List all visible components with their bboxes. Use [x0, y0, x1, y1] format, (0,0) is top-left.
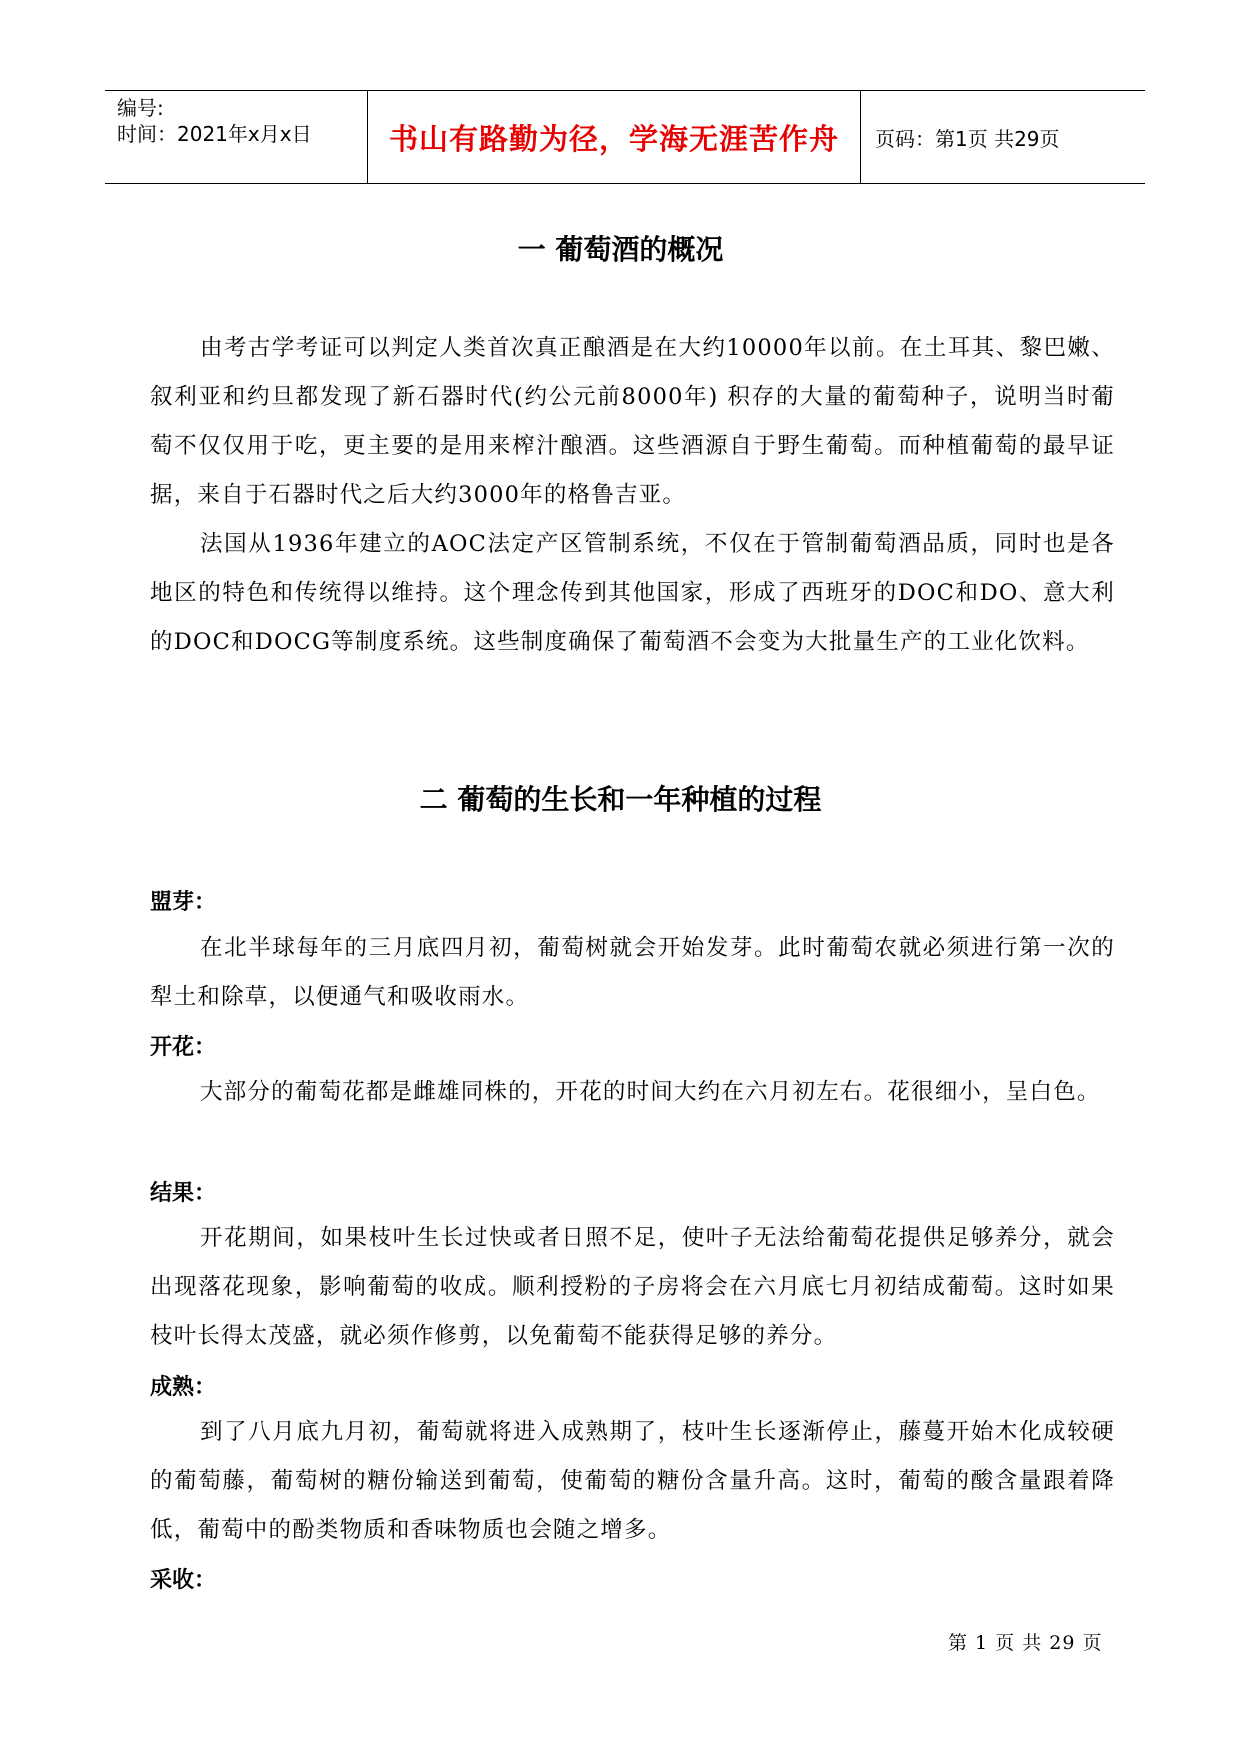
stage-heading-flowering: 开花：	[150, 1035, 217, 1060]
section-1-title: 一 葡萄酒的概况	[517, 233, 724, 266]
stage-text-budding: 在北半球每年的三月底四月初，葡萄树就会开始发芽。此时葡萄农就必须进行第一次的犁土和除草，以便通气和吸收雨水。	[150, 935, 1115, 1010]
header-page-label: 页码：第1页 共29页	[875, 126, 1060, 151]
page-footer: 第 1 页 共 29 页	[948, 1632, 1103, 1654]
stage-heading-budding: 盟芽：	[150, 890, 217, 915]
document-time-label: 时间：2021年x月x日	[117, 122, 312, 146]
stage-text-fruiting: 开花期间，如果枝叶生长过快或者日照不足，使叶子无法给葡萄花提供足够养分，就会出现落花现象，影响葡萄的收成。顺利授粉的子房将会在六月底七月初结成葡萄。这时如果枝叶长得太茂盛，就必须作修剪，以免葡萄不能获得足够的养分。	[150, 1225, 1115, 1349]
stage-text-flowering: 大部分的葡萄花都是雌雄同株的，开花的时间大约在六月初左右。花很细小，呈白色。	[200, 1079, 1101, 1105]
stage-heading-ripening: 成熟：	[150, 1375, 217, 1400]
section-1-paragraph-1: 由考古学考证可以判定人类首次真正酿酒是在大约10000年以前。在土耳其、黎巴嫩、叙利亚和约旦都发现了新石器时代(约公元前8000年) 积存的大量的葡萄种子，说明当时葡萄不仅仅用于吃，更主要的是用来榨汁酿酒。这些酒源自于野生葡萄。而种植葡萄的最早证据，来自于石器时代之后大约3000年的格鲁吉亚。	[150, 335, 1115, 508]
page-header	[105, 90, 1145, 184]
document-number-label: 编号:	[117, 96, 164, 120]
section-2-title: 二 葡萄的生长和一年种植的过程	[419, 783, 822, 816]
section-1-paragraph-2: 法国从1936年建立的AOC法定产区管制系统，不仅在于管制葡萄酒品质，同时也是各地区的特色和传统得以维持。这个理念传到其他国家，形成了西班牙的DOC和DO、意大利的DOC和DOCG等制度系统。这些制度确保了葡萄酒不会变为大批量生产的工业化饮料。	[150, 531, 1115, 655]
header-info	[105, 91, 368, 183]
stage-text-ripening: 到了八月底九月初，葡萄就将进入成熟期了，枝叶生长逐渐停止，藤蔓开始木化成较硬的葡萄藤，葡萄树的糖份输送到葡萄，使葡萄的糖份含量升高。这时，葡萄的酸含量跟着降低，葡萄中的酚类物质和香味物质也会随之增多。	[150, 1419, 1115, 1543]
stage-heading-fruiting: 结果：	[150, 1181, 217, 1206]
stage-heading-harvest: 采收：	[150, 1568, 217, 1593]
header-motto: 书山有路勤为径，学海无涯苦作舟	[368, 91, 861, 183]
